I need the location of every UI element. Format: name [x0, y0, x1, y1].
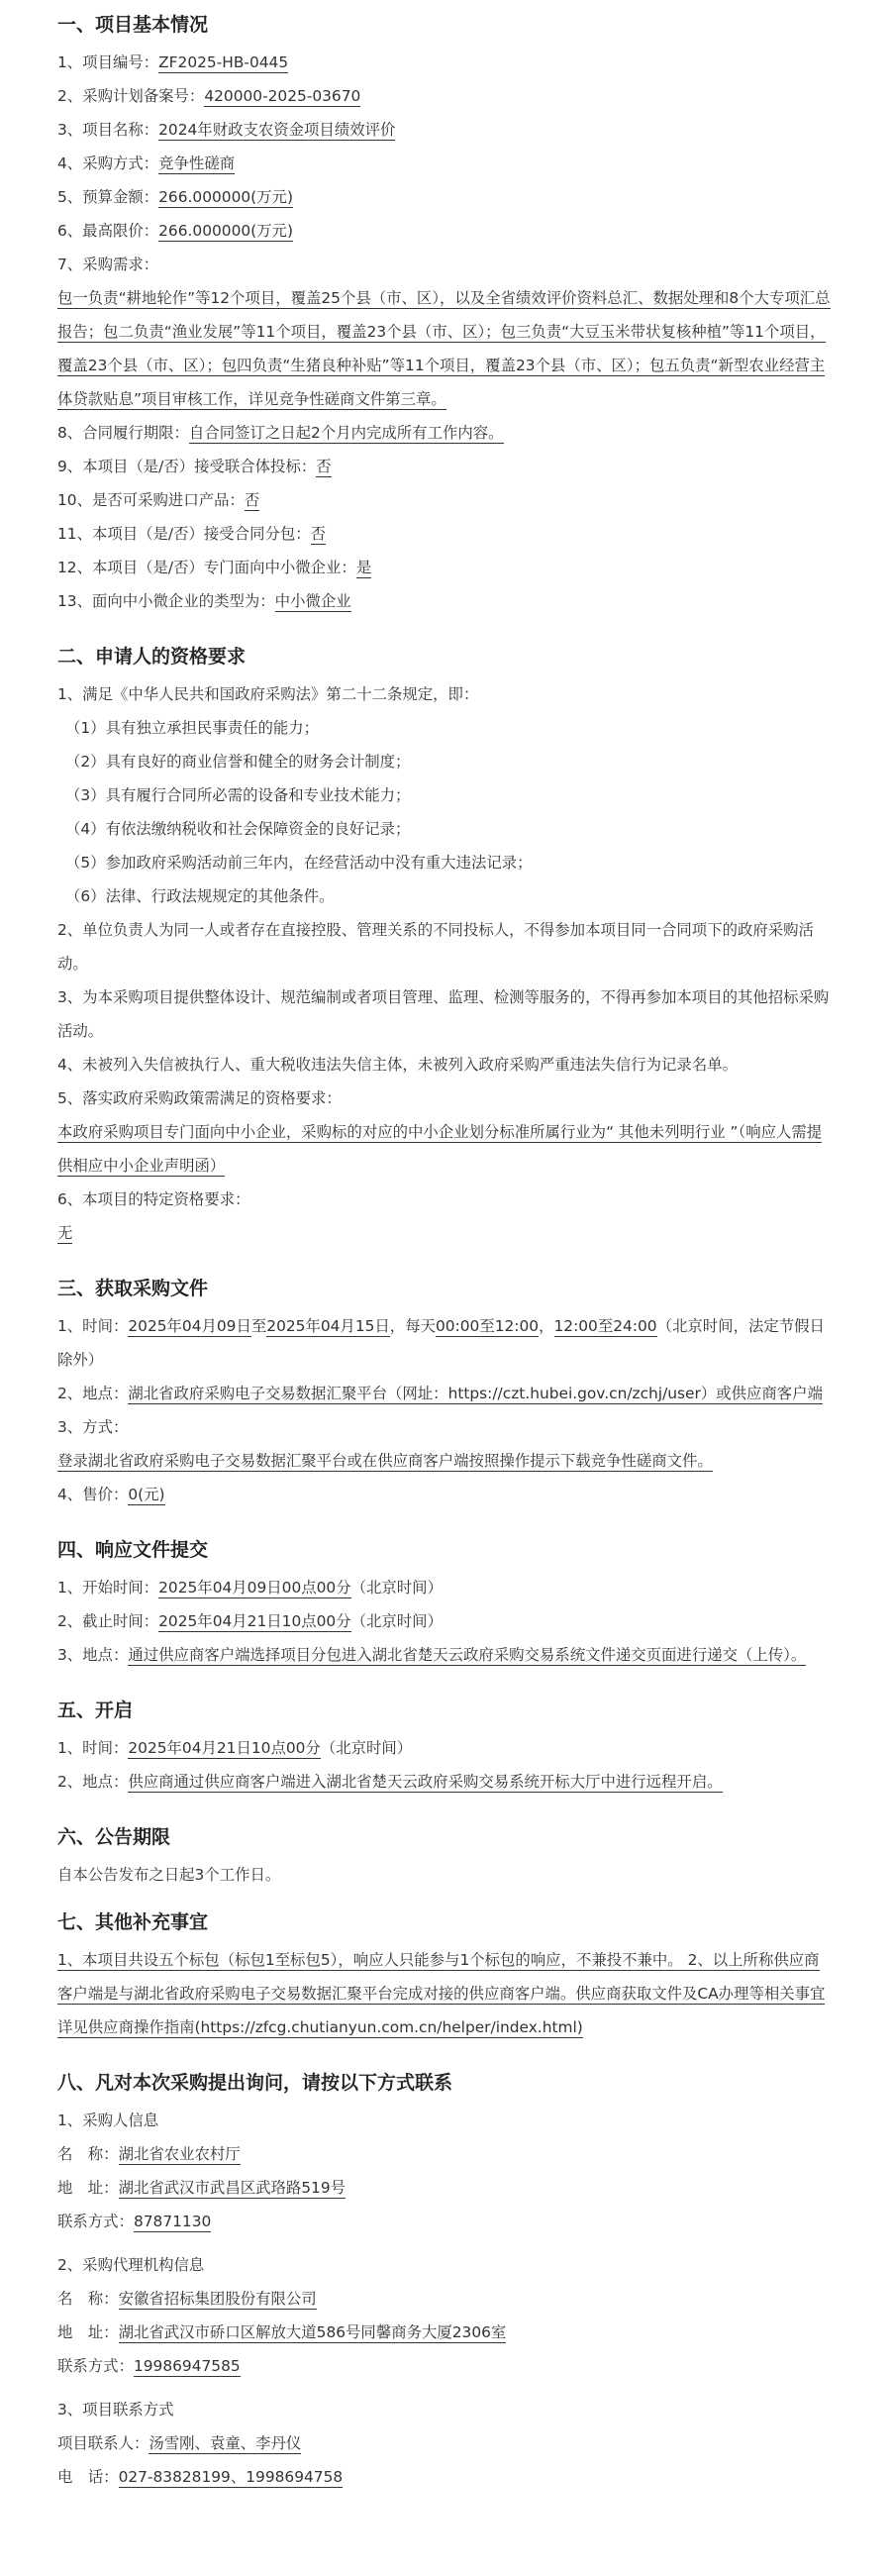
buyer-address-row: 地 址：湖北省武汉市武昌区武珞路519号 [57, 2179, 346, 2197]
budget-amount: 266.000000(万元) [158, 188, 293, 206]
qualification-1-item: （2）具有良好的商业信誉和健全的财务会计制度； [65, 753, 411, 771]
price-value: 0(元) [128, 1486, 165, 1503]
obtain-place-row: 2、地点：湖北省政府采购电子交易数据汇聚平台（网址：https://czt.hubei.gov.cn/zchj/user）或供应商客户端 [57, 1385, 823, 1402]
qualification-6-text: 无 [57, 1224, 73, 1242]
section-title-contact: 八、凡对本次采购提出询问，请按以下方式联系 [57, 2072, 453, 2094]
section-title-opening: 五、开启 [57, 1700, 134, 1721]
obtain-time-row: 1、时间：2025年04月09日至2025年04月15日，每天00:00至12:00，12:00至24:00（北京时间，法定节假日除外） [57, 1317, 825, 1369]
sme-type-row: 13、面向中小微企业的类型为：中小微企业 [57, 592, 351, 610]
requirements-label: 7、采购需求： [57, 256, 159, 273]
max-price: 266.000000(万元) [158, 222, 293, 240]
sme-type-value: 中小微企业 [274, 592, 351, 610]
project-contact-person-row: 项目联系人：汤雪刚、袁童、李丹仪 [57, 2434, 302, 2452]
submission-start-row: 1、开始时间：2025年04月09日00点00分（北京时间） [57, 1579, 443, 1597]
obtain-way-label: 3、方式： [57, 1418, 129, 1436]
opening-place-row: 2、地点：供应商通过供应商客户端进入湖北省楚天云政府采购交易系统开标大厅中进行远程开启。 [57, 1773, 723, 1791]
agent-address-row: 地 址：湖北省武汉市硚口区解放大道586号同馨商务大厦2306室 [57, 2323, 507, 2341]
qualification-1-item: （4）有依法缴纳税收和社会保障资金的良好记录； [65, 820, 411, 838]
procurement-method-row: 4、采购方式：竞争性磋商 [57, 155, 236, 172]
import-value: 否 [244, 491, 260, 509]
section-title-submission: 四、响应文件提交 [57, 1539, 209, 1561]
project-contact-title: 3、项目联系方式 [57, 2401, 174, 2419]
plan-number-row: 2、采购计划备案号：420000-2025-03670 [57, 87, 361, 105]
project-name-row: 3、项目名称：2024年财政支农资金项目绩效评价 [57, 121, 396, 139]
requirements-text: 包一负责“耕地轮作”等12个项目，覆盖25个县（市、区），以及全省绩效评价资料总汇、数据处理和8个大专项汇总报告；包二负责“渔业发展”等11个项目，覆盖23个县（市、区）；包三负责“大豆玉米带状复核种植”等11个项目，覆盖23个县（市、区）；包四负责“生猪良种补贴”等11个项目，覆盖23个县（市、区）；包五负责“新型农业经营主体贷款贴息”项目审核工作，详见竞争性磋商文件第三章。 [57, 289, 831, 408]
sme-row: 12、本项目（是/否）专门面向中小微企业：是 [57, 559, 372, 576]
import-row: 10、是否可采购进口产品：否 [57, 491, 260, 509]
project-number-row: 1、项目编号：ZF2025-HB-0445 [57, 53, 289, 71]
supplementary-text: 1、本项目共设五个标包（标包1至标包5），响应人只能参与1个标包的响应，不兼投不兼中。 2、以上所称供应商客户端是与湖北省政府采购电子交易数据汇聚平台完成对接的供应商客户端。供应商获取文件及CA办理等相关事宜详见供应商操作指南(https://zfcg.chutianyun.com.cn/helper/index.html) [57, 1951, 826, 2036]
submission-place-row: 3、地点：通过供应商客户端选择项目分包进入湖北省楚天云政府采购交易系统文件递交页面进行递交（上传）。 [57, 1646, 807, 1664]
section-title-qualifications: 二、申请人的资格要求 [57, 646, 247, 668]
submission-end-row: 2、截止时间：2025年04月21日10点00分（北京时间） [57, 1612, 443, 1630]
agent-info-title: 2、采购代理机构信息 [57, 2256, 205, 2274]
max-price-row: 6、最高限价：266.000000(万元) [57, 222, 293, 240]
qualification-1-item: （1）具有独立承担民事责任的能力； [65, 719, 320, 737]
qualification-1-item: （5）参加政府采购活动前三年内，在经营活动中没有重大违法记录； [65, 854, 533, 872]
notice-period-text: 自本公告发布之日起3个工作日。 [57, 1866, 281, 1884]
project-name: 2024年财政支农资金项目绩效评价 [158, 121, 396, 139]
section-title-obtain-documents: 三、获取采购文件 [57, 1278, 209, 1299]
opening-time-row: 1、时间：2025年04月21日10点00分（北京时间） [57, 1739, 413, 1757]
section-title-basic-info: 一、项目基本情况 [57, 14, 209, 36]
section-title-notice-period: 六、公告期限 [57, 1826, 171, 1848]
project-number: ZF2025-HB-0445 [158, 53, 289, 71]
consortium-row: 9、本项目（是/否）接受联合体投标：否 [57, 458, 332, 475]
qualification-5: 5、落实政府采购政策需满足的资格要求： [57, 1089, 342, 1107]
qualification-5-text: 本政府采购项目专门面向中小企业，采购标的对应的中小企业划分标准所属行业为“ 其他未列明行业 ”（响应人需提供相应中小企业声明函） [57, 1123, 823, 1175]
contract-period-row: 8、合同履行期限：自合同签订之日起2个月内完成所有工作内容。 [57, 424, 504, 442]
obtain-way-text: 登录湖北省政府采购电子交易数据汇聚平台或在供应商客户端按照操作提示下载竞争性磋商文件。 [57, 1452, 713, 1470]
qualification-4: 4、未被列入失信被执行人、重大税收违法失信主体，未被列入政府采购严重违法失信行为记录名单。 [57, 1056, 738, 1074]
buyer-info-title: 1、采购人信息 [57, 2112, 159, 2129]
sme-value: 是 [355, 559, 372, 576]
subcontract-row: 11、本项目（是/否）接受合同分包：否 [57, 525, 327, 543]
project-contact-phone-row: 电 话：027-83828199、1998694758 [57, 2468, 344, 2486]
consortium-value: 否 [316, 458, 332, 475]
qualification-3: 3、为本采购项目提供整体设计、规范编制或者项目管理、监理、检测等服务的，不得再参加本项目的其他招标采购活动。 [57, 988, 830, 1040]
obtain-place-link[interactable]: 湖北省政府采购电子交易数据汇聚平台（网址：https://czt.hubei.gov.cn/zchj/user）或供应商客户端 [128, 1385, 823, 1402]
agent-phone-row: 联系方式：19986947585 [57, 2357, 241, 2375]
buyer-name-row: 名 称：湖北省农业农村厅 [57, 2145, 241, 2163]
procurement-method: 竞争性磋商 [158, 155, 236, 172]
qualification-6: 6、本项目的特定资格要求： [57, 1190, 250, 1208]
qualification-1-item: （3）具有履行合同所必需的设备和专业技术能力； [65, 786, 411, 804]
qualification-1: 1、满足《中华人民共和国政府采购法》第二十二条规定，即： [57, 685, 479, 703]
buyer-phone-row: 联系方式：87871130 [57, 2213, 212, 2230]
qualification-1-item: （6）法律、行政法规规定的其他条件。 [65, 887, 335, 905]
price-row: 4、售价：0(元) [57, 1486, 165, 1503]
agent-name-row: 名 称：安徽省招标集团股份有限公司 [57, 2290, 317, 2308]
section-title-supplementary: 七、其他补充事宜 [57, 1911, 209, 1933]
qualification-2: 2、单位负责人为同一人或者存在直接控股、管理关系的不同投标人，不得参加本项目同一合同项下的政府采购活动。 [57, 921, 814, 973]
contract-period: 自合同签订之日起2个月内完成所有工作内容。 [188, 424, 504, 442]
subcontract-value: 否 [310, 525, 327, 543]
plan-number: 420000-2025-03670 [204, 87, 361, 105]
budget-row: 5、预算金额：266.000000(万元) [57, 188, 293, 206]
